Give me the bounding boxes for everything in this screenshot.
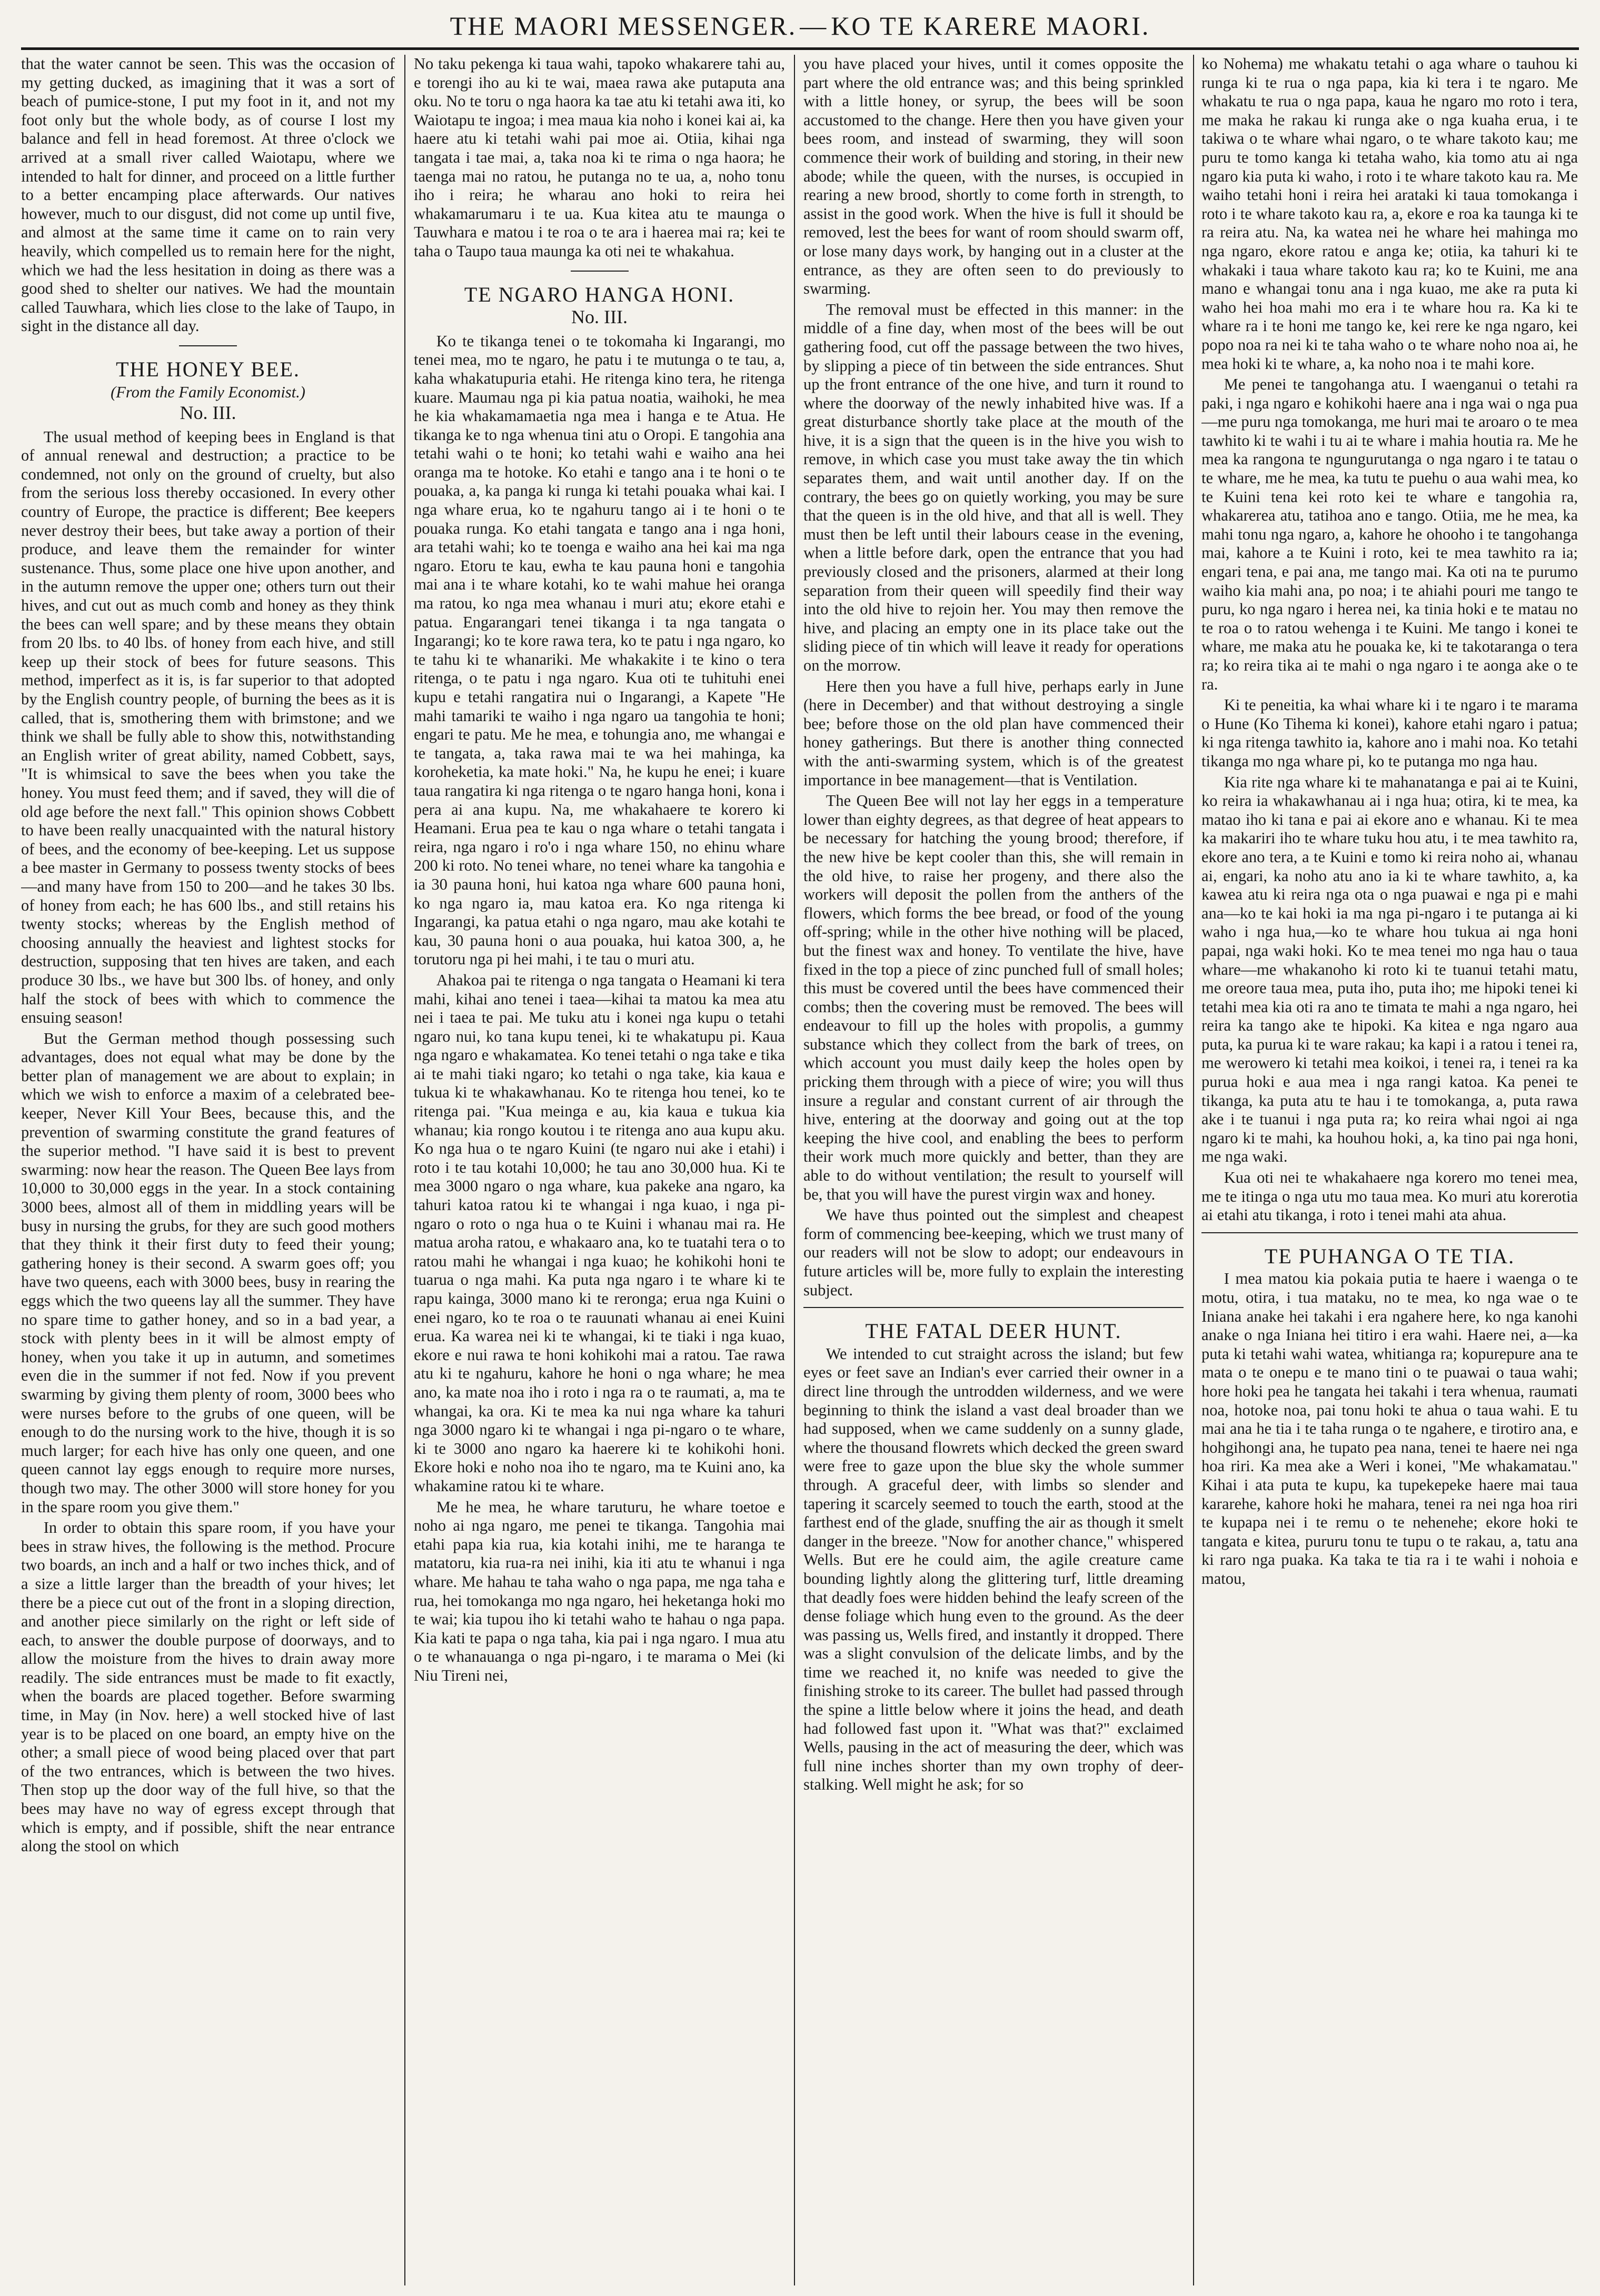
- article-source: (From the Family Economist.): [111, 383, 305, 401]
- column-rule: [794, 55, 795, 2285]
- section-divider: [1201, 1232, 1578, 1233]
- article-number: No. III.: [180, 402, 236, 424]
- article-heading-honey-bee: THE HONEY BEE.: [116, 357, 300, 381]
- column-4: [1201, 55, 1578, 2285]
- article-heading-deer-hunt: THE FATAL DEER HUNT.: [865, 1319, 1122, 1343]
- article-paragraph: The usual method of keeping bees in England is that of annual renewal and destruction; a practice to be condemned, not only on the ground of cruelty, but also from the serious loss thereby occasioned. In every other country of Europe, the practice is different; Bee keepers never destroy their bees, but take away a portion of their produce, and leave them the remainder for winter sustenance. Thus, some place one hive upon another, and in the autumn remove the upper one; others turn out their hives, and cut out as much comb and honey as they think the bees can well spare; and by these means they obtain from 20 lbs. to 40 lbs. of honey from each hive, and still keep up their stock of bees for future seasons. This method, imperfect as it is, is far superior to that adopted by the English country people, of burning the bees as it is called, that is, smothering them with brimstone; and we think we shall be fully able to show this, notwithstanding an English writer of great ability, named Cobbett, says, "It is whimsical to save the bees when you take the honey. You must feed them; and if saved, they will die of old age before the next fall." This opinion shows Cobbett to have been really unacquainted with the natural history of bees, and the economy of bee-keeping. Let us suppose a bee master in Germany to possess twenty stocks of bees—and many have from 150 to 200—and he takes 30 lbs. of honey from each; he has 600 lbs., and still retains his twenty stocks; whereas by the English method of choosing annually the heaviest and lightest stocks for destruction, supposing that ten hives are taken, and each produce 30 lbs., we have but 300 lbs. of honey, and only half the stock of bees with which to commence the ensuing season!: [21, 427, 395, 1027]
- masthead-separator: —: [800, 11, 828, 41]
- article-paragraph: But the German method though possessing such advantages, does not equal what may be done by the better plan of management we are about to explain; in which we wish to enforce a maxim of a celebrated bee-keeper, Never Kill Your Bees, because this, and the prevention of swarming constitute the grand features of the superior method. "I have said it is best to prevent swarming: now hear the reason. The Queen Bee lays from 10,000 to 30,000 eggs in the year. In a stock containing 3000 bees, almost all of them in middling years will be busy in nursing the grubs, for they are such good mothers that they think it their first duty to feed their young; gathering honey is their second. A swarm goes off; you have two queens, each with 3000 bees, busy in rearing the eggs which the two queens lay all the summer. They have no spare time to gather honey, and so in a bad year, a stock with plenty bees in it will be almost empty of honey, when you take it up in autumn, and sometimes even die in the summer if not fed. Now if you prevent swarming by giving them plenty of room, 3000 bees who were nurses before to the grubs of one queen, will be enough to do the nursing work to the hive, though it is so much larger; for each hive has only one queen, and one queen cannot lay eggs enough to require more nurses, though two may. The other 3000 will store honey for you in the spare room you give them.": [21, 1029, 395, 1516]
- maori-narrative-continued: No taku pekenga ki taua wahi, tapoko whakarere tahi au, e torengi iho au ki te wai, maea rawa ake putaputa ana oku. No te toru o nga haora ka tae atu ki tetahi awa iti, ko Waiotapu te ingoa; i mea maua kia noho i konei kai ai, ka haere atu ki tetahi wahi pai moe ai. Otiia, kihai nga tangata i tae mai, a, taka noa ki te rima o nga haora; he taenga mai no ratou, he putanga no te ua, a, noho tonu iho i reira; he wharau ano hoki to reira hei whakamarumaru i te ua. Kua kitea atu te maunga o Tauwhara e matou i te roa o te ara i haerea mai ra; kei te taha o Taupo taua maunga ka oti nei te whakahua.: [414, 55, 785, 260]
- masthead: [21, 4, 1579, 50]
- article-paragraph: I mea matou kia pokaia putia te haere i waenga o te motu, otira, i tua mataku, no te mea, ko nga wae o te Iniana anake hei takahi i era ngahere here, ko nga kanohi anake o nga Iniana hei titiro i era wahi. Haere nei, a—ka puta ki tetahi wahi watea, whitianga ra; kopurepure ana te mata o te onepu e te mano tini o te puawai o taua wahi; hore hoki pea he tangata hei takahi i tera whenua, raumati noa, hotoke noa, pai tonu hoki te ahua o taua wahi. E tu mai ana he tia i te taha runga o te ngahere, e tirotiro ana, e hohgihongi ana, he tupato pea nana, tenei te haere nei nga hoa riri. Ka mea ake a Weri i konei, "Me whakamatau." Kihai i ata puta te kupu, ka tupekepeke haere mai taua kararehe, kahore hoki he mahara, tenei ra nei nga hoa riri te kupapa nei i te remu o te nehenehe; ekore hoki te tangata e kitea, pururu tonu te tupu o te rakau, a, tatu ana ki raro nga puaka. Ka taka te tia ra i te wahi i nohoia e matou,: [1201, 1270, 1578, 1588]
- article-paragraph: Ahakoa pai te ritenga o nga tangata o Heamani ki tera mahi, kihai ano tenei i taea—kihai ta matou ka mea atu nei i taea te pai. Me tuku atu i konei nga kupu o tetahi ngaro nui, ko tana kupu tenei, ki te whakatupu pi. Kaua nga ngaro e whakamatea. Ko tenei tetahi o nga take e tika ai te mahi tiaki ngaro; ko tetahi o nga take, kia kaua e tukua ki te whakawhanau. Ko te ritenga hou tenei, ko te ritenga pai. "Kua meinga e au, kia kaua e tukua kia whanau; kia rongo koutou i te ritenga ano aua kupu aku. Ko nga hua o te ngaro Kuini (te ngaro nui ake i etahi) i roto i te tau kotahi 10,000; he tau ano 30,000 hua. Ki te mea 3000 ngaro o nga whare, kua pakeke ana ngaro, ka tahuri katoa ratou ki te whangai i nga kuao, i nga pi-ngaro o roto o nga hua o te Kuini i whanau mai ra. He matua aroha ratou, e whakaaro ana, ko te tuatahi tera o to ratou mahi he whangai i nga kuao; he kohikohi honi te tuarua o nga mahi. Ka puta nga ngaro i te whare ki te rapu kainga, 3000 mano ki te reronga; erua nga Kuini o enei ngaro, ko te roa o te rauunati whanau ai enei Kuini erua. Ka warea nei ki te whangai, ki te tiaki i nga kuao, ekore e nui rawa te honi kohikohi mai a ratou. Tae rawa atu ki te ngahuru, kahore he honi o nga whare; he mea ano, ka mate noa iho i roto i nga ra o te raumati, a, ma te whangai, ka ora. Ki te mea ka nui nga whare ka tahuri nga 3000 ngaro ki te whangai i nga pi-ngaro o te whare, ki te 3000 ano ngaro ka haerere ki te kohikohi honi. Ekore hoki e noho noa iho te ngaro, ma te Kuini ano, ka whakamine ratou ki te whare.: [414, 971, 785, 1495]
- article-number: No. III.: [571, 306, 628, 328]
- travel-narrative-continued: that the water cannot be seen. This was the occasion of my getting ducked, as imagining that it was a sort of beach of pumice-stone, I put my foot in it, and not my foot only but the whole body, as of course I lost my balance and fell in head foremost. At three o'clock we arrived at a small river called Waiotapu, where we intended to halt for dinner, and proceed on a little further to a better encamping place afterwards. Our natives however, much to our disgust, did not come up until five, and almost at the same time it came on to rain very heavily, which compelled us to remain here for the night, which we had the less hesitation in doing as there was a good shed to shelter our natives. We had the mountain called Tauwhara, which lies close to the lake of Taupo, in sight in the distance all day.: [21, 55, 395, 335]
- masthead-english-title: THE MAORI MESSENGER.: [450, 11, 797, 41]
- column-rule: [1193, 55, 1194, 2285]
- article-paragraph: Ki te peneitia, ka whai whare ki i te ngaro i te marama o Hune (Ko Tihema ki konei), kahore etahi ngaro i patua; ki nga ritenga tawhito ia, kahore ano i mahi noa. Ko tetahi tikanga mo nga whare pi, ko te putanga mo nga hau.: [1201, 696, 1578, 770]
- column-3: [803, 55, 1184, 2285]
- article-paragraph: We intended to cut straight across the island; but few eyes or feet save an Indian's ever carried their owner in a direct line through the untrodden wilderness, and we were beginning to think the island a vast deal broader than we had supposed, when we came suddenly on a sunny glade, where the thousand flowrets which decked the green sward were free to gaze upon the blue sky the whole summer through. A graceful deer, with limbs so slender and tapering it scarcely seemed to touch the earth, stood at the farthest end of the glade, snuffing the air as though it smelt danger in the breeze. "Now for another chance," whispered Wells. But ere he could aim, the agile creature came bounding lightly along the glittering turf, little dreaming that deadly foes were hidden behind the leafy screen of the dense foliage which hung even to the ground. As the deer was passing us, Wells fired, and instantly it dropped. There was a slight convulsion of the delicate limbs, and by the time we reached it, no knife was needed to give the finishing stroke to its career. The bullet had passed through the spine a little below where it joins the head, and death had followed fast upon it. "What was that?" exclaimed Wells, pausing in the act of measuring the deer, which was full nine inches shorter than my own trophy of deer-stalking. Well might he ask; for so: [803, 1344, 1184, 1794]
- masthead-maori-title: KO TE KARERE MAORI.: [831, 11, 1150, 41]
- article-paragraph: The removal must be effected in this manner: in the middle of a fine day, when most of the bees will be out gathering food, cut off the passage between the two hives, by slipping a piece of tin between the side entrances. Shut up the front entrance of the one hive, and turn it round to where the doorway of the newly inhabited hive was. If a great disturbance shortly take place at the mouth of the hive, it is a sign that the queen is in the hive you wish to remove, in which case you must take away the tin which separates them, and wait until another day. If on the contrary, the bees go on quietly working, you may be sure that the queen is in the old hive, and that all is well. They must then be left until their labours cease in the evening, when a little before dark, open the entrance that you had previously closed and the prisoners, alarmed at their long separation from their queen will speedily find their way into the old hive to rejoin her. You may then remove the hive, and placing an empty one in its place take out the sliding piece of tin which will leave it ready for operations on the morrow.: [803, 300, 1184, 674]
- article-paragraph: We have thus pointed out the simplest and cheapest form of commencing bee-keeping, which we trust many of our readers will not be slow to adopt; our endeavours in future articles will be, more fully to explain the interesting subject.: [803, 1206, 1184, 1299]
- article-paragraph: The Queen Bee will not lay her eggs in a temperature lower than eighty degrees, as that degree of heat appears to be necessary for hatching the young brood; therefore, if the new hive be kept cooler than this, she will remain in the old hive, to raise her progeny, and there also the workers will deposit the pollen from the anthers of the flowers, which forms the bee bread, or food of the young off-spring; while in the other hive nothing will be placed, but the finest wax and honey. To ventilate the hive, have fixed in the top a piece of zinc punched full of small holes; this must be covered until the bees have commenced their combs; then the covering must be removed. The bees will endeavour to fill up the holes with propolis, a gummy substance which they collect from the bark of trees, on which account you must daily keep the holes open by pricking them through with a piece of wire; you will thus insure a regular and constant current of air through the hive, entering at the doorway and going out at the top keeping the hive cool, and enabling the bees to perform their work much more quickly and better, than they are able to do without ventilation; the result to yourself will be, that you will have the purest virgin wax and honey.: [803, 792, 1184, 1203]
- column-1: [21, 55, 395, 2285]
- article-paragraph: you have placed your hives, until it comes opposite the part where the old entrance was; and this being sprinkled with a little honey, or syrup, the bees will be soon accustomed to the change. Here then you have given your bees room, and instead of swarming, they will soon commence their work of building and storing, in their new abode; while the queen, with the nurses, is occupied in rearing a new brood, shortly to come forth in strength, to assist in the good work. When the hive is full it should be removed, lest the bees for want of room should swarm off, or lose many days work, by hanging out in a cluster at the entrance, as they are often seen to do previously to swarming.: [803, 55, 1184, 298]
- article-paragraph: Me he mea, he whare taruturu, he whare toetoe e noho ai nga ngaro, me penei te tikanga. Tangohia mai etahi papa kia rua, kia kotahi inihi, me te haranga te matatoru, kia rua-ra nei inihi, kia iti atu te whanui i nga whare. Me hahau te taha waho o nga papa, me nga taha e rua, hei tomokanga mo nga ngaro, hei heketanga hoki mo te wai; kia tupou iho ki tetahi waho te hahau o nga papa. Kia kati te papa o nga taha, kia pai i nga ngaro. I mua atu o te whanauanga o nga pi-ngaro, i te marama o Mei (ki Niu Tireni nei,: [414, 1498, 785, 1684]
- article-paragraph: In order to obtain this spare room, if you have your bees in straw hives, the following is the method. Procure two boards, an inch and a half or two inches thick, and of a size a little larger than the breadth of your hives; let there be a piece cut out of the front in a sloping direction, and another piece similarly on the right or left side of each, to answer the double purpose of doorways, and to allow the moisture from the hives to drain away more readily. The side entrances must be made to fit exactly, when the boards are placed together. Before swarming time, in May (in Nov. here) a well stocked hive of last year is to be placed on one board, an empty hive on the other; a small piece of wood being placed over that part of the two entrances, which is between the two hives. Then stop up the door way of the full hive, so that the bees may have no way of egress except through that which is empty, and if possible, shift the near entrance along the stool on which: [21, 1519, 395, 1855]
- article-paragraph: Kia rite nga whare ki te mahanatanga e pai ai te Kuini, ko reira ia whakawhanau ai i nga hua; otira, ki te mea, ka matao iho ki tana e pai ai ekore ano e whanau. Ki te mea ka makariri iho te whare tuku hou atu, i te mea tawhito ra, ekore ano tera, a te Kuini e tomo ki reira noho ai, whanau ai, engari, ka noho atu ano ia ki te whare tawhito, a, ka kawea atu ki reira nga ota o nga puawai e nga pi e mahi ana—ko te kai hoki ia ma nga pi-ngaro i te putanga ai ki waho i nga hua,—ko te whare hou tukua ai nga honi papai, nga waki hoki. Ko te mea tenei mo nga hau o taua whare—me whakanoho ki roto ki te tuanui tetahi matu, me oreore taua mea, puta iho, puta iho; me hipoki tenei ki tetahi mea kia oti ra ano te timata te mahi a nga ngaro, hei reira ka tango ake te hipoki. Ka kitea e nga ngaro aua puta, ka purua ki te ware rakau; ka kapi i a ratou i tenei ra, me werowero ki tetahi mea koikoi, i tenei ra, i tenei ra ka purua hoki e aua mea i nga rangi katoa. Ka penei te tikanga, ka puta atu te hau i te tomokanga, a, puta rawa ake i te tuanui i nga puta ra; ko reira whai ngoi ai nga ngaro ki te mahi, ka houhou hoki, a, ka tino pai nga honi, me nga waki.: [1201, 773, 1578, 1166]
- article-paragraph: Kua oti nei te whakahaere nga korero mo tenei mea, me te itinga o nga utu mo taua mea. Ko muri atu korerotia ai etahi atu tikanga, i roto i tenei mahi ata ahua.: [1201, 1169, 1578, 1224]
- column-rule: [404, 55, 405, 2285]
- article-heading-te-puhanga: TE PUHANGA O TE TIA.: [1264, 1244, 1515, 1268]
- section-divider: [179, 345, 237, 346]
- column-2: [414, 55, 785, 2285]
- article-heading-te-ngaro: TE NGARO HANGA HONI.: [464, 282, 735, 306]
- section-divider: [571, 271, 629, 272]
- article-paragraph: Me penei te tangohanga atu. I waenganui o tetahi ra paki, i nga ngaro e kohikohi haere ana i nga wai o nga pua—me puru nga tomokanga, me huri mai te aroaro o te mea tawhito ki te wahi i tu ai te whare i mahia houtia ra. Me he mea ka rangona te ngungurutanga o nga ngaro i te tatau o te whare, me he mea, ka tutu te puehu o aua wahi mea, ko te Kuini tena kei roto kei te whare e tangohia ra, whakarerea atu, tatihoa ano e tango. Otiia, me he mea, ka mahi tonu nga ngaro, a, kahore he ohooho i te tangohanga mai, kahore a te Kuini i roto, kei te mea tawhito ra ia; engari tena, e pai ana, me tango mai. Ka oti na te purumo waiho kia mahi ana, po noa; i te ahiahi pouri me tango te puru, ko nga ngaro i herea nei, ka tinia hoki e te matau no te roa o to ratou wehenga i te Kuini. Me tango i konei te whare, me maka atu he pouaka ke, ki te takotaranga o tera ra; ko reira tika ai te mahi o nga ngaro i te aonga ake o te ra.: [1201, 375, 1578, 693]
- section-divider: [803, 1307, 1184, 1308]
- article-paragraph: Ko te tikanga tenei o te tokomaha ki Ingarangi, mo tenei mea, mo te ngaro, he patu i te mutunga o te tau, a, kaha whakatupuria etahi. He ritenga kino tera, he ritenga kuare. Maumau nga pi kia patua noatia, waihoki, he mea he kia whakamamaetia nga mea i hanga e te Atua. He tikanga ke to nga whenua tini atu o Oropi. E tangohia ana tetahi wahi o te honi; ko tetahi wahi e waiho ana hei oranga ma te hotoke. Ko etahi e tango ana i te honi o te pouaka, a, ka panga ki runga ki tetahi pouaka whai kai. I nga whare erua, ko te ngahuru tango ai i te honi o te pouaka runga. Ko etahi tangata e tango ana i nga honi, ara tetahi wahi; ko te toenga e waiho ana hei kai ma nga ngaro. Etoru te kau, ewha te kau pauna honi e tangohia mai ana i te whare kotahi, ko te wahi mahue hei oranga ma ratou, ko nga mea whanau i muri atu; ekore etahi e patua. Engarangari tenei tikanga i ta nga tangata o Ingarangi; ko te kore rawa tera, ko te patu i nga ngaro, ko te tahu ki te whanariki. Me whakakite i te kino o tera ritenga, o te patu i nga ngaro. Kua oti te tuhituhi enei kupu e tetahi rangatira nui o Ingarangi, a Kapete "He mahi tamariki te waiho i nga ngaro ua tangohia te honi; engari te patu. Me he mea, e tohungia ano, me whangai e te tangata, a, taka rawa mai te wa hei mahinga, ka koroheketia, ka mate hoki." Na, he kupu he enei; i kuare taua rangatira ki nga ritenga o te ngaro hanga honi, kona i pera ai ana kupu. Na, me whakahaere te korero ki Heamani. Erua pea te kau o nga whare o tetahi tangata i reira, nga ngaro i ro'o i nga whare 150, no ehinu whare 200 ki roto. No tenei whare, no tenei whare ka tangohia e ia 30 pauna honi, hui katoa nga whare 600 pauna honi, ko nga ngaro ia, mau katoa era. Ko nga ritenga ki Ingarangi, ka patua etahi o nga ngaro, mau ake kotahi te kau, 30 pauna honi o aua pouaka, hui katoa 300, a, he torutoru nga pi hei mahi, i te tau o muri atu.: [414, 332, 785, 969]
- article-paragraph: ko Nohema) me whakatu tetahi o aga whare o tauhou ki runga ki te rua o nga papa, kia ki tera i te ngaro. Me whakatu te rua o nga papa, kaua he ngaro mo roto i tera, me maka he rakau ki runga ake o nga kuaha erua, i te takiwa o te whare whai ngaro, o te whare takoto kau; me puru te tomo kanga ki tetaha waho, kia tomo atu ai nga ngaro kia puta ki waho, i roto i te whare takoto kau ra. Me waiho tetahi honi i reira hei arataki ki taua tomokanga i roto i te whare takoto kau ra, a, ekore e roa ka taunga ki te ra reira atu. Na, ka watea nei he whare hei mahinga mo nga ngaro, ekore ratou e anga ke; otiia, ka tahuri ki te whakaki i taua whare takoto kau ra; ko te Kuini, me ana mano e whangai tonu ana i nga kuao, me ake ra puta ki waho hei hoa mahi mo era i te whare hou ra. Ka ki te whare ra i te honi me tango ke, kei rere ke nga ngaro, kei popo noa ra nei ki te taha waho o te whare noho noa ai, he mea hoki ki te whare, a, ka noho noa i te mahi kore.: [1201, 55, 1578, 373]
- article-paragraph: Here then you have a full hive, perhaps early in June (here in December) and that without destroying a single bee; before those on the old plan have commenced their honey gatherings. But there is another thing connected with the anti-swarming system, which is of the greatest importance in bee management—that is Ventilation.: [803, 677, 1184, 789]
